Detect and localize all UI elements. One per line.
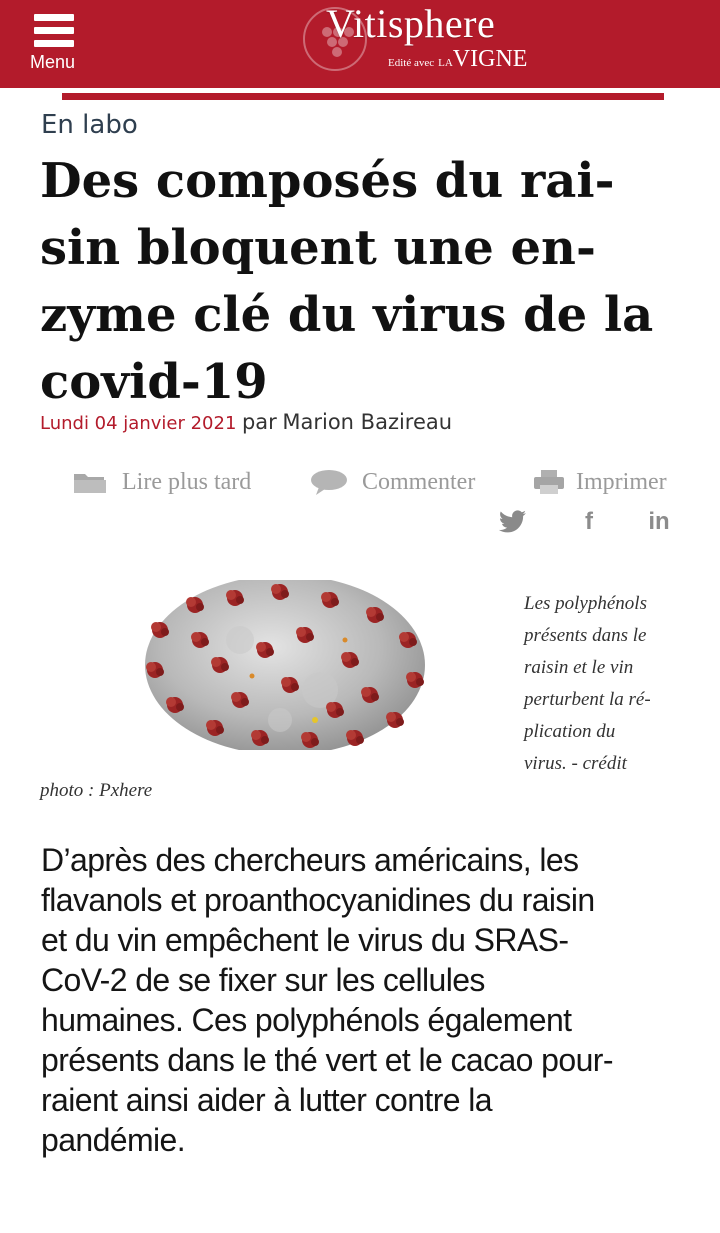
article-actions <box>72 462 692 502</box>
printer-icon <box>532 468 566 496</box>
lead-line: pandémie. <box>41 1122 186 1158</box>
caption-line: plication du <box>524 721 616 742</box>
print-label: Imprimer <box>576 468 667 495</box>
share-linkedin-button[interactable] <box>640 502 678 542</box>
logo-edited-text: Edité avec <box>388 57 435 69</box>
article-meta <box>40 410 452 435</box>
category-link[interactable]: En labo <box>41 110 138 140</box>
lead-line: et du vin empêchent le virus du SRAS- <box>41 922 569 958</box>
author-name[interactable]: Marion Bazireau <box>282 410 453 434</box>
headline-line: covid-19 <box>40 354 268 410</box>
headline-line: Des composés du rai- <box>40 153 615 209</box>
lead-line: D’après des chercheurs américains, les <box>41 842 579 878</box>
lead-line: flavanols et proanthocyanidines du raisin <box>41 882 595 918</box>
lead-line: humaines. Ces polyphénols également <box>41 1002 572 1038</box>
article-date: Lundi 04 janvier 2021 <box>40 413 237 434</box>
image-caption <box>524 588 704 780</box>
article-lead <box>41 840 701 1160</box>
caption-line: présents dans le <box>524 625 647 646</box>
hamburger-icon <box>34 12 74 48</box>
caption-line: virus. - crédit <box>524 753 627 774</box>
read-later-label: Lire plus tard <box>122 468 252 495</box>
caption-line: perturbent la ré- <box>524 689 651 710</box>
caption-line: raisin et le vin <box>524 657 634 678</box>
headline-line: zyme clé du virus de la <box>40 287 654 343</box>
menu-button[interactable] <box>24 12 88 76</box>
menu-label: Menu <box>30 52 76 72</box>
read-later-button[interactable] <box>72 462 251 502</box>
print-button[interactable] <box>532 462 667 502</box>
headline-line: sin bloquent une en- <box>40 220 596 276</box>
author-prefix: par <box>241 410 277 434</box>
share-facebook-button[interactable] <box>570 502 608 542</box>
logo-subtitle <box>388 46 527 73</box>
header-divider <box>62 93 664 100</box>
facebook-icon: f <box>585 508 593 535</box>
site-header <box>0 0 720 88</box>
twitter-icon <box>499 510 527 534</box>
speech-bubble-icon <box>310 468 348 496</box>
lead-line: présents dans le thé vert et le cacao pour- <box>41 1042 613 1078</box>
site-logo[interactable] <box>300 0 550 88</box>
linkedin-icon: in <box>648 508 670 535</box>
comment-button[interactable] <box>310 462 475 502</box>
lead-line: CoV-2 de se fixer sur les cellules <box>41 962 485 998</box>
caption-line: Les polyphénols <box>524 593 647 614</box>
article-headline <box>40 148 700 416</box>
share-twitter-button[interactable] <box>494 502 532 542</box>
comment-label: Commenter <box>362 468 476 495</box>
logo-title: Vitisphere <box>326 1 496 46</box>
image-credit: photo : Pxhere <box>40 780 153 801</box>
coronavirus-image <box>140 580 430 750</box>
lead-line: raient ainsi aider à lutter contre la <box>41 1082 492 1118</box>
logo-la-text: LA <box>438 57 453 69</box>
logo-brand-text: VIGNE <box>452 46 528 72</box>
folder-icon <box>72 469 108 495</box>
